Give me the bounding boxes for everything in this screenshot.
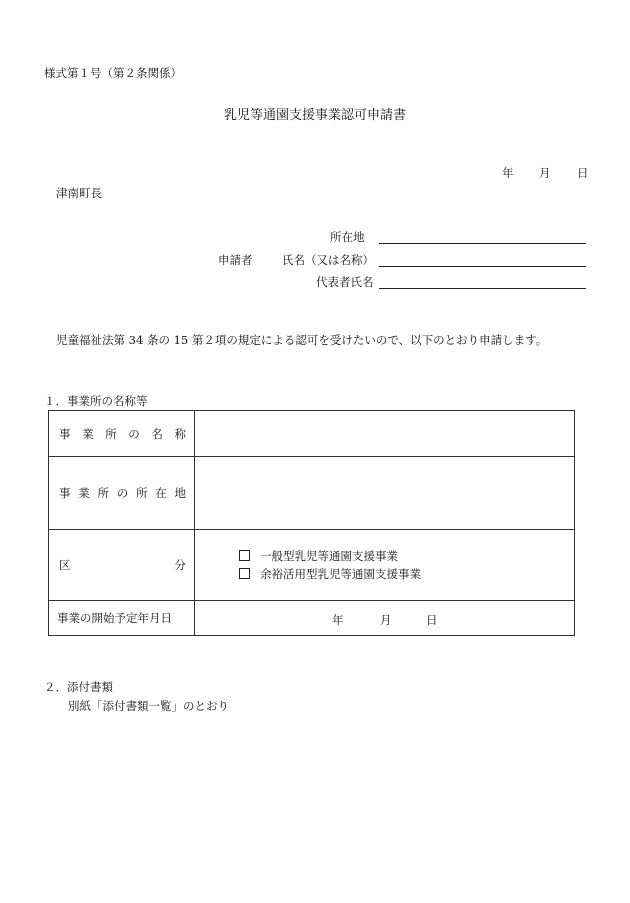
label-char: 称	[174, 426, 186, 441]
start-date-label: 事業の開始予定年月日	[57, 611, 172, 625]
facility-table	[48, 410, 575, 636]
start-date-year-label: 年	[332, 613, 344, 627]
application-statement: 児童福祉法第 34 条の 15 第２項の規定による認可を受けたいので、以下のとおり申請します。	[56, 333, 548, 347]
label-char: の	[116, 486, 129, 500]
label-char: の	[128, 426, 140, 441]
name-label: 氏名（又は名称）	[282, 253, 374, 267]
table-row	[49, 457, 575, 530]
category-options	[195, 550, 574, 581]
category-option-surplus[interactable]	[239, 568, 574, 581]
addressee: 津南町長	[56, 186, 102, 200]
category-option-general[interactable]	[239, 550, 574, 563]
facility-address-label-cell	[49, 457, 195, 530]
start-date-fields	[195, 601, 574, 635]
start-date-input[interactable]	[195, 601, 575, 636]
label-char: 事	[59, 426, 71, 441]
category-label-cell	[49, 530, 195, 601]
category-option-label: 一般型乳児等通園支援事業	[260, 548, 398, 563]
applicant-label: 申請者	[218, 253, 253, 267]
checkbox-icon[interactable]	[239, 550, 250, 561]
category-label	[49, 557, 194, 573]
checkbox-icon[interactable]	[239, 568, 250, 579]
form-number: 様式第１号（第２条関係）	[44, 66, 182, 80]
start-date-label-cell	[49, 601, 195, 636]
name-field[interactable]	[379, 266, 586, 267]
label-char: 在	[155, 486, 167, 500]
label-char: 業	[82, 426, 94, 441]
label-char: 業	[78, 486, 90, 500]
document-title: 乳児等通園支援事業認可申請書	[223, 108, 406, 123]
representative-label: 代表者氏名	[316, 275, 374, 289]
table-row	[49, 411, 575, 457]
facility-name-input[interactable]	[195, 411, 575, 457]
table-row	[49, 530, 575, 601]
table-row	[49, 601, 575, 636]
section1-heading: １．事業所の名称等	[44, 394, 148, 408]
label-char: 分	[174, 558, 186, 572]
label-char: 所	[105, 426, 117, 441]
label-char: 事	[59, 486, 71, 500]
facility-name-label-cell	[49, 411, 195, 457]
label-char: 区	[59, 558, 71, 572]
date-month-label: 月	[539, 166, 551, 180]
representative-field[interactable]	[379, 288, 586, 289]
facility-address-label	[49, 485, 194, 501]
start-date-month-label: 月	[380, 613, 392, 627]
facility-name-label	[49, 426, 194, 442]
label-char: 所	[97, 486, 109, 500]
category-options-cell	[195, 530, 575, 601]
start-date-day-label: 日	[426, 613, 438, 627]
label-char: 名	[151, 426, 163, 441]
location-field[interactable]	[379, 243, 586, 244]
location-label: 所在地	[330, 230, 365, 244]
category-option-label: 余裕活用型乳児等通園支援事業	[260, 567, 421, 581]
label-char: 所	[136, 486, 148, 500]
date-day-label: 日	[577, 166, 589, 180]
facility-address-input[interactable]	[195, 457, 575, 530]
section2-heading: ２．添付書類	[44, 680, 113, 694]
attachment-note: 別紙「添付書類一覧」のとおり	[68, 699, 229, 713]
date-year-label: 年	[502, 166, 514, 180]
label-char: 地	[174, 486, 186, 500]
